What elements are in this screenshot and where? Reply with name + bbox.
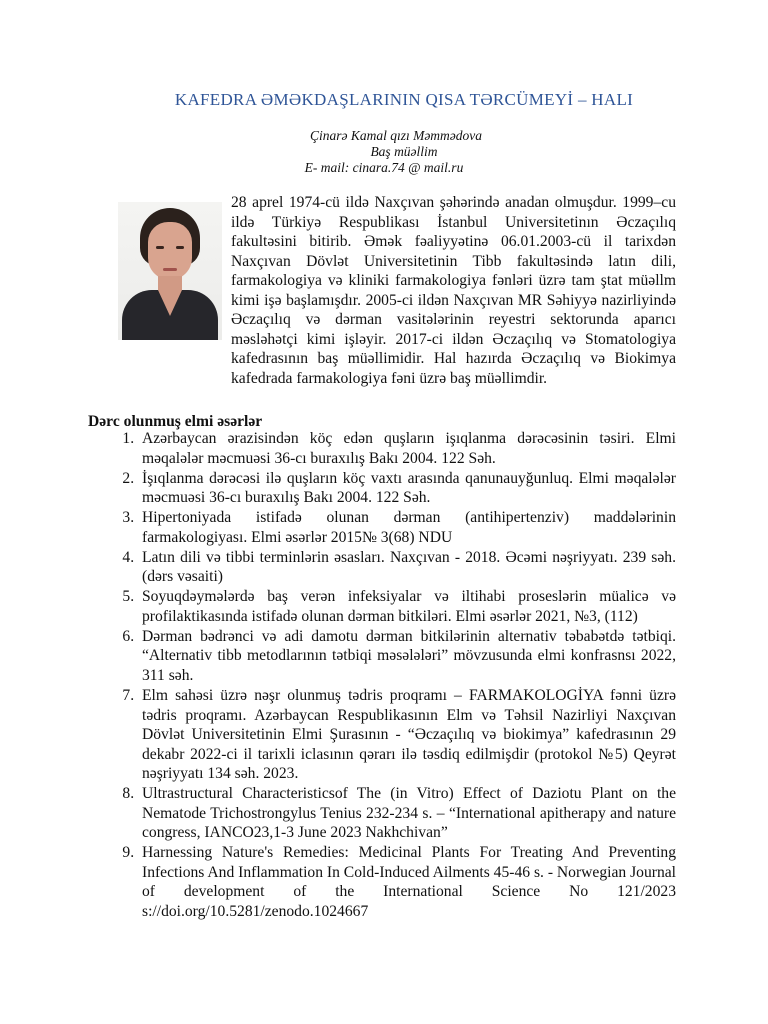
list-item: 9. Harnessing Nature's Remedies: Medicinal Plants For Treating And Preventing Infections And Inflammation In Cold-Induced Ailments 45-46 s. - Norwegian Journal of development of the International Science No 121/2023 s://doi.org/10.5281/zenodo.1024667 [138, 843, 676, 921]
person-name: Çinarə Kamal qızı Məmmədova [309, 128, 483, 143]
works-list [88, 429, 676, 922]
list-item: 3. Hipertoniyada istifadə olunan dərman (antihipertenziv) maddələrinin farmakologiyası. Elmi əsərlər 2015№ 3(68) NDU [138, 508, 676, 547]
list-item: 5. Soyuqdəymələrdə baş verən infeksiyalar və iltihabi proseslərin müalicə və profilaktikasında istifadə olunan dərman bitkiləri. Elmi əsərlər 2021, №3, (112) [138, 587, 676, 626]
list-item: 2. İşıqlanma dərəcəsi ilə quşların köç vaxtı arasında qanunauyğunluq. Elmi məqalələr məcmuəsi 36-cı buraxılış Bakı 2004. 122 Səh. [138, 469, 676, 508]
list-item: 4. Latın dili və tibbi terminlərin əsasları. Naxçıvan - 2018. Əcəmi nəşriyyatı. 239 səh.(dərs vəsaiti) [138, 548, 676, 587]
person-position: Baş müəllim [370, 144, 438, 159]
list-item: 7. Elm sahəsi üzrə nəşr olunmuş tədris proqramı – FARMAKOLOGİYA fənni üzrə tədris proqramı. Azərbaycan Respublikasının Elm və Təhsil Nazirliyi Naxçıvan Dövlət Universitetinin Elmi Şurasının - “Əczaçılıq və biokimya” kafedrasının 29 dekabr 2022-ci il tarixli iclasının qərarı ilə təsdiq edilmişdir (protokol №5) Qeyrət nəşriyyatı 134 səh. 2023. [138, 686, 676, 784]
biography-paragraph [88, 193, 676, 388]
works-heading: Dərc olunmuş elmi əsərlər [88, 413, 263, 430]
list-item: 1. Azərbaycan ərazisindən köç edən quşların işıqlanma dərəcəsinin təsiri. Elmi məqalələr məcmuəsi 36-cı buraxılış Bakı 2004. 122 Səh. [138, 429, 676, 468]
list-item: 6. Dərman bədrənci və adi damotu dərman bitkilərinin alternativ təbabətdə tətbiqi. “Alternativ tibb metodlarının tətbiqi məsələləri” mövzusunda elmi konfrasnsı 2022, 311 səh. [138, 627, 676, 686]
person-email: E- mail: cinara.74 @ mail.ru [304, 160, 464, 175]
biography-text: 28 aprel 1974-cü ildə Naxçıvan şəhərində anadan olmuşdur. 1999–cu ildə Türkiyə Respublikası İstanbul Universitetinın Əczaçılıq fakultəsini bitirib. Əmək fəaliyyətinə 06.01.2003-cü il tarixdən Naxçıvan Dövlət Universitetinin Tibb fakultəsində latın dili, farmakologiya və kliniki farmakologiya fənləri üzrə tam ştat müəllm kimi işə başlamışdır. 2005-ci ildən Naxçıvan MR Səhiyyə nazirliyində Əczaçılıq və dərman vasitələrinin reyestri sektorunda aparıcı məsləhətçi kimi işləyir. 2017-ci ildən Əczaçılıq və Stomatologiya kafedrasının baş müəllimidir. Hal hazırda Əczaçılıq və Biokimya kafedrada farmakologiya fəni üzrə baş müəllimdir. [231, 194, 676, 387]
page-title: KAFEDRA ƏMƏKDAŞLARININ QISA TƏRCÜMEYİ – HALI [174, 90, 634, 109]
person-header [0, 128, 768, 176]
list-item: 8. Ultrastructural Characteristicsof The (in Vitro) Effect of Daziotu Plant on the Nematode Trichostrongylus Tenius 232-234 s. – “International apitherapy and nature congress, IANCO23,1-3 June 2023 Nakhchivan” [138, 784, 676, 843]
